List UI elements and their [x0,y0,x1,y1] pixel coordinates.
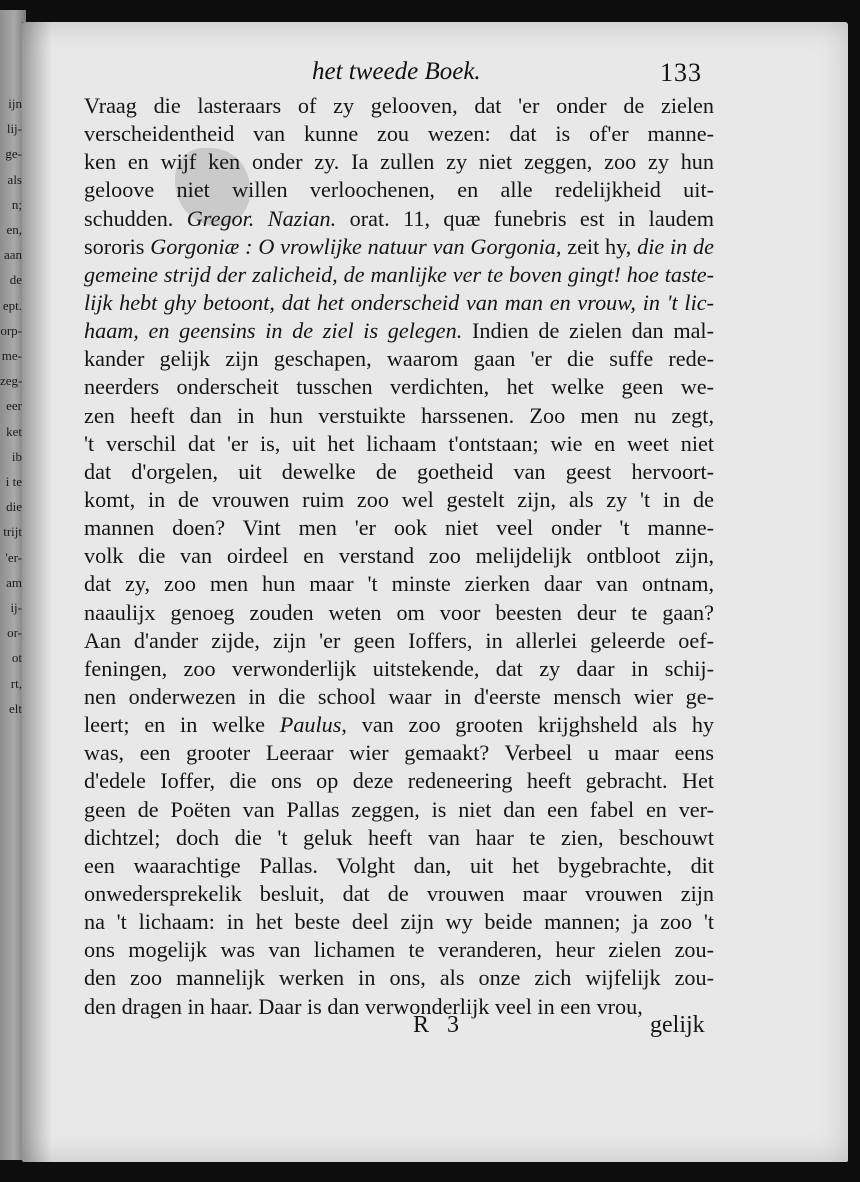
text-line [84,92,714,120]
previous-page-fragment: 'er- [5,549,22,565]
text-segment: Aan d'ander zijde, zijn 'er geen Ioffers, in allerlei geleerde oef- [84,627,714,653]
text-line [84,120,714,148]
text-segment: dichtzel; doch die 't geluk heeft van haar te zien, beschouwt [84,824,714,850]
text-segment: ons mogelijk was van lichamen te veranderen, heur zielen zou- [84,937,714,963]
previous-page-fragment: als [7,171,22,187]
italic-text-segment: gemeine strijd der zalicheid, de manlijke ver te boven gingt! hoe taste- [84,261,714,287]
previous-page-fragment: ijn [8,96,22,111]
text-segment: komt, in de vrouwen ruim zoo wel gestelt zijn, als zy 't in de [84,486,714,512]
text-line [84,796,714,824]
text-segment: feningen, zoo verwonderlijk uitstekende, dat zy daar in schij- [84,655,714,681]
previous-page-fragment: die [6,499,22,515]
text-segment: geloove niet willen verloochenen, en alle redelijkheid uit- [84,177,714,203]
text-line [84,542,714,570]
text-segment: , van zoo grooten krijghsheld als hy [341,712,715,738]
previous-page-fragment: zeg- [0,373,22,389]
italic-text-segment: Paulus [279,712,342,738]
text-segment: was, een grooter Leeraar wier gemaakt? Verbeel u maar eens [84,740,714,766]
text-segment: onwedersprekelik besluit, dat de vrouwen maar vrouwen zijn [84,880,714,906]
text-segment: den zoo mannelijk werken in ons, als onze zich wijfelijk zou- [84,965,714,991]
text-segment: neerders onderscheit tusschen verdichten, het welke geen we- [84,374,714,400]
text-line [84,570,714,598]
previous-page-fragment: ket [6,423,22,439]
text-segment: nen onderwezen in die school waar in d'eerste mensch wier ge- [84,683,714,709]
previous-page-fragment: orp- [0,322,22,338]
previous-page-fragment: en, [6,222,22,237]
text-line [84,767,714,795]
text-segment: naaulijx genoeg zouden weten om voor beesten deur te gaan? [84,599,714,625]
previous-page-fragment: ij- [10,600,22,615]
text-line [84,458,714,486]
previous-page-fragment: or- [7,625,22,641]
text-line [84,880,714,908]
text-line [84,627,714,655]
text-segment: sororis [84,233,151,259]
text-line [84,402,714,430]
text-line [84,317,714,345]
text-segment: kander gelijk zijn geschapen, waarom gaan 'er die suffe rede- [84,346,714,372]
italic-text-segment: lijk hebt ghy betoont, dat het onderscheid van man en vrouw, in 't lic- [84,289,714,315]
catchword: gelijk [650,1012,705,1038]
text-segment: na 't lichaam: in het beste deel zijn wy beide mannen; ja zoo 't [84,909,714,935]
text-line [84,599,714,627]
previous-page-fragment: ge- [5,146,22,162]
text-segment: Indien de zielen dan mal- [462,318,714,344]
previous-page-fragment: elt [9,700,22,716]
text-segment: d'edele Ioffer, die ons op deze redeneering heeft gebracht. Het [84,768,714,794]
text-segment: orat. 11, quæ funebris est in laudem [336,205,714,231]
text-segment: mannen doen? Vint men 'er ook niet veel onder 't manne- [84,515,714,541]
italic-text-segment: haam, en geensins in de ziel is gelegen. [84,318,463,344]
text-segment: zeit hy, [561,233,638,259]
previous-page-fragment: rt, [10,675,22,691]
text-line [84,148,714,176]
text-segment: zen heeft dan in hun verstuikte harssenen. Zoo men nu zegt, [84,402,714,428]
previous-page-fragment: eer [6,398,22,414]
text-segment: Vraag die lasteraars of zy gelooven, dat 'er onder de zielen [84,93,714,118]
text-segment: leert; en in welke [84,712,280,738]
text-segment: dat d'orgelen, uit dewelke de goetheid van geest hervoort- [84,458,714,484]
text-segment: ken en wijf ken onder zy. Ia zullen zy niet zeggen, zoo zy hun [84,149,714,175]
text-segment: geen de Poëten van Pallas zeggen, is niet dan een fabel en ver- [84,796,714,822]
text-line [84,936,714,964]
text-line [84,964,714,992]
text-segment: den dragen in haar. Daar is dan verwonderlijk veel in een vrou, [84,993,643,1019]
text-segment: schudden. [84,205,187,231]
italic-text-segment: Gregor. Nazian. [186,205,337,231]
previous-page-fragment: de [9,272,22,288]
previous-page-fragment: n; [11,196,22,212]
running-title: het tweede Boek. [312,58,481,85]
text-segment: een waarachtige Pallas. Volght dan, uit het bygebrachte, dit [84,852,714,878]
previous-page-fragment: lij- [6,121,22,137]
previous-page-fragment: ib [11,448,22,464]
previous-page-fragment: me- [1,348,22,363]
text-line [84,655,714,683]
italic-text-segment: Gorgoniæ : O vrowlijke natuur van Gorgonia, [150,233,562,259]
text-line [84,233,714,261]
previous-page-fragment: ot [11,650,22,666]
text-line [84,373,714,401]
text-segment: 't verschil dat 'er is, uit het lichaam t'ontstaan; wie en weet niet [84,430,714,456]
page-gutter-shadow [22,22,52,1162]
text-line [84,514,714,542]
previous-page-fragment: am [6,574,22,590]
text-line [84,261,714,289]
text-line [84,486,714,514]
signature-mark: R 3 [413,1012,466,1038]
text-line [84,711,714,739]
previous-page-fragment: ept. [2,297,22,313]
previous-page-fragment: i te [5,474,22,489]
text-segment: dat zy, zoo men hun maar 't minste zierken daar van ontnam, [84,571,714,597]
text-line [84,176,714,204]
text-line [84,824,714,852]
text-segment: verscheidentheid van kunne zou wezen: dat is of'er manne- [84,121,714,147]
text-line [84,430,714,458]
text-line [84,345,714,373]
previous-page-fragment: trijt [3,524,22,540]
text-line [84,205,714,233]
text-segment: volk die van oirdeel en verstand zoo melijdelijk ontbloot zijn, [84,543,714,569]
page-number: 133 [660,58,702,87]
body-text [84,92,714,1021]
text-line [84,683,714,711]
text-line [84,289,714,317]
text-line [84,739,714,767]
page-footer [0,1012,860,1048]
italic-text-segment: die in de [637,233,714,259]
text-line [84,908,714,936]
text-line [84,852,714,880]
previous-page-fragment: aan [3,247,22,263]
